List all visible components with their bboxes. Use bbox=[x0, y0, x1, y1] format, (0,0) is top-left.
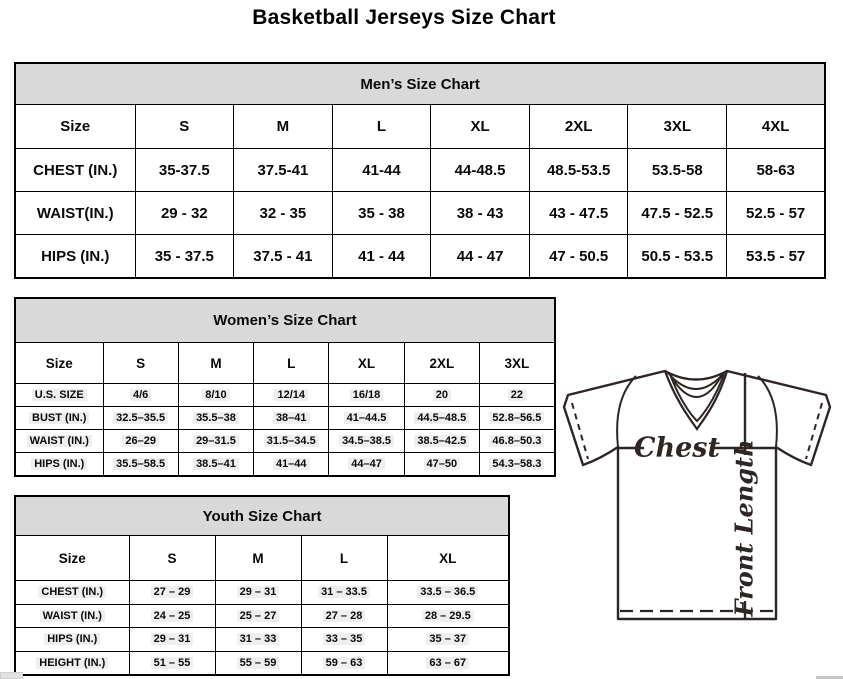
mens_chart-row-label: HIPS (IN.) bbox=[15, 235, 135, 279]
womens_chart-column-header: S bbox=[103, 343, 178, 384]
mens_chart-column-header: XL bbox=[431, 105, 530, 149]
youth_chart-cell bbox=[215, 581, 301, 605]
jersey-measurement-diagram bbox=[558, 357, 840, 625]
mens_chart-column-header: 2XL bbox=[529, 105, 628, 149]
mens_chart-cell: 50.5 - 53.5 bbox=[628, 235, 727, 279]
youth_chart-cell-text: 59 – 63 bbox=[323, 657, 366, 669]
womens_chart-cell bbox=[329, 453, 404, 477]
mens_chart-cell: 58-63 bbox=[727, 149, 826, 192]
womens_chart-cell-text: 41–44 bbox=[273, 458, 310, 470]
youth_chart-row-label-text: HIPS (IN.) bbox=[44, 633, 100, 645]
youth_chart-cell bbox=[215, 628, 301, 652]
womens_chart-cell-text: 31.5–34.5 bbox=[264, 435, 319, 447]
womens_chart-row-label bbox=[15, 407, 103, 430]
womens_chart-title: Women’s Size Chart bbox=[15, 298, 555, 343]
youth_chart-cell-text: 27 – 29 bbox=[151, 586, 194, 598]
mens_chart-cell: 41-44 bbox=[332, 149, 431, 192]
youth_chart-row bbox=[15, 628, 509, 652]
womens_chart-row-label-text: WAIST (IN.) bbox=[27, 435, 92, 447]
youth_chart-title-row bbox=[15, 496, 509, 536]
youth_chart-row bbox=[15, 581, 509, 605]
youth_chart-cell bbox=[387, 628, 509, 652]
womens_chart-cell bbox=[103, 453, 178, 477]
womens_chart-column-header: L bbox=[254, 343, 329, 384]
mens_chart-cell: 47.5 - 52.5 bbox=[628, 192, 727, 235]
youth_chart-row-label-text: CHEST (IN.) bbox=[38, 586, 106, 598]
womens_chart-row-label bbox=[15, 384, 103, 407]
youth_chart-column-header: S bbox=[129, 536, 215, 581]
womens_chart-cell-text: 34.5–38.5 bbox=[339, 435, 394, 447]
womens_chart-cell bbox=[178, 453, 253, 477]
womens_chart-row bbox=[15, 430, 555, 453]
womens_chart-row-label bbox=[15, 453, 103, 477]
mens_chart-row bbox=[15, 192, 825, 235]
mens_chart-cell: 48.5-53.5 bbox=[529, 149, 628, 192]
womens_chart-cell bbox=[479, 384, 554, 407]
womens_chart-cell-text: 4/6 bbox=[130, 389, 151, 401]
womens_chart-cell-text: 22 bbox=[508, 389, 526, 401]
mens_chart-row-label: CHEST (IN.) bbox=[15, 149, 135, 192]
youth_chart-row-label-text: HEIGHT (IN.) bbox=[36, 657, 108, 669]
womens_chart-row-label-text: HIPS (IN.) bbox=[31, 458, 87, 470]
youth_chart-cell-text: 33.5 – 36.5 bbox=[417, 586, 478, 598]
womens_chart-cell-text: 29–31.5 bbox=[193, 435, 239, 447]
youth_chart-cell-text: 55 – 59 bbox=[237, 657, 280, 669]
womens_chart-cell bbox=[254, 384, 329, 407]
womens_chart-cell-text: 52.8–56.5 bbox=[489, 412, 544, 424]
mens_chart-column-header: S bbox=[135, 105, 234, 149]
youth_chart-cell bbox=[301, 581, 387, 605]
womens_chart-cell-text: 47–50 bbox=[424, 458, 461, 470]
womens_chart-column-header: 2XL bbox=[404, 343, 479, 384]
womens_chart-cell-text: 35.5–58.5 bbox=[113, 458, 168, 470]
mens_chart-column-header: 3XL bbox=[628, 105, 727, 149]
youth_chart-cell bbox=[215, 651, 301, 675]
youth_chart-row-label bbox=[15, 628, 129, 652]
youth_chart-row bbox=[15, 604, 509, 628]
womens_chart-cell bbox=[254, 407, 329, 430]
womens_chart-cell bbox=[254, 430, 329, 453]
womens_chart-row bbox=[15, 453, 555, 477]
mens_chart-cell: 44-48.5 bbox=[431, 149, 530, 192]
youth_chart-cell bbox=[301, 604, 387, 628]
womens_chart-cell bbox=[178, 430, 253, 453]
womens_chart-column-header: 3XL bbox=[479, 343, 554, 384]
jersey-outline bbox=[564, 371, 830, 619]
womens_chart-cell-text: 54.3–58.3 bbox=[489, 458, 544, 470]
mens_chart-cell: 43 - 47.5 bbox=[529, 192, 628, 235]
youth_chart-row bbox=[15, 651, 509, 675]
youth_chart-cell-text: 35 – 37 bbox=[426, 633, 469, 645]
mens_chart-cell: 53.5 - 57 bbox=[727, 235, 826, 279]
youth_chart-cell bbox=[301, 651, 387, 675]
youth_chart-column-header: M bbox=[215, 536, 301, 581]
youth_chart-row-label bbox=[15, 604, 129, 628]
womens_chart-row bbox=[15, 407, 555, 430]
youth-size-chart-table bbox=[14, 495, 510, 676]
womens_chart-cell bbox=[404, 407, 479, 430]
front-length-label: Front Length bbox=[729, 439, 759, 617]
womens_chart-cell bbox=[479, 407, 554, 430]
womens_chart-column-header: M bbox=[178, 343, 253, 384]
mens-size-chart-table bbox=[14, 62, 826, 279]
womens_chart-cell-text: 41–44.5 bbox=[344, 412, 390, 424]
womens_chart-cell bbox=[178, 384, 253, 407]
youth_chart-cell bbox=[387, 581, 509, 605]
womens_chart-title-row bbox=[15, 298, 555, 343]
youth_chart-cell-text: 33 – 35 bbox=[323, 633, 366, 645]
youth_chart-cell-text: 27 – 28 bbox=[323, 610, 366, 622]
youth_chart-row-label bbox=[15, 651, 129, 675]
womens_chart-row-label-text: U.S. SIZE bbox=[32, 389, 87, 401]
womens_chart-cell bbox=[404, 384, 479, 407]
youth_chart-title: Youth Size Chart bbox=[15, 496, 509, 536]
mens_chart-header-row bbox=[15, 105, 825, 149]
womens_chart-row-label-text: BUST (IN.) bbox=[29, 412, 89, 424]
mens_chart-row bbox=[15, 149, 825, 192]
mens_chart-cell: 29 - 32 bbox=[135, 192, 234, 235]
womens_chart-row bbox=[15, 384, 555, 407]
youth_chart-column-header: L bbox=[301, 536, 387, 581]
youth_chart-cell bbox=[129, 604, 215, 628]
mens_chart-cell: 44 - 47 bbox=[431, 235, 530, 279]
womens_chart-cell-text: 38.5–42.5 bbox=[414, 435, 469, 447]
mens_chart-cell: 37.5 - 41 bbox=[234, 235, 333, 279]
womens_chart-cell bbox=[178, 407, 253, 430]
youth_chart-header-row bbox=[15, 536, 509, 581]
womens_chart-cell-text: 44–47 bbox=[348, 458, 385, 470]
womens_chart-cell-text: 8/10 bbox=[202, 389, 229, 401]
mens_chart-column-header: L bbox=[332, 105, 431, 149]
youth_chart-row-label-text: WAIST (IN.) bbox=[40, 610, 105, 622]
womens_chart-cell-text: 44.5–48.5 bbox=[414, 412, 469, 424]
mens_chart-cell: 35 - 38 bbox=[332, 192, 431, 235]
womens_chart-cell bbox=[329, 430, 404, 453]
womens_chart-column-header: XL bbox=[329, 343, 404, 384]
youth_chart-cell-text: 24 – 25 bbox=[151, 610, 194, 622]
youth_chart-cell-text: 25 – 27 bbox=[237, 610, 280, 622]
womens_chart-cell-text: 12/14 bbox=[274, 389, 308, 401]
youth_chart-cell bbox=[129, 581, 215, 605]
mens_chart-cell: 41 - 44 bbox=[332, 235, 431, 279]
womens_chart-cell-text: 38–41 bbox=[273, 412, 310, 424]
youth_chart-cell bbox=[301, 628, 387, 652]
womens_chart-cell bbox=[404, 430, 479, 453]
youth_chart-cell-text: 51 – 55 bbox=[151, 657, 194, 669]
mens_chart-cell: 53.5-58 bbox=[628, 149, 727, 192]
womens_chart-cell bbox=[404, 453, 479, 477]
womens_chart-cell bbox=[479, 430, 554, 453]
youth_chart-cell-text: 63 – 67 bbox=[426, 657, 469, 669]
womens_chart-row-label bbox=[15, 430, 103, 453]
mens_chart-column-header: 4XL bbox=[727, 105, 826, 149]
mens_chart-cell: 35 - 37.5 bbox=[135, 235, 234, 279]
womens_chart-header-row bbox=[15, 343, 555, 384]
womens_chart-cell-text: 46.8–50.3 bbox=[489, 435, 544, 447]
youth_chart-cell-text: 29 – 31 bbox=[237, 586, 280, 598]
youth_chart-cell bbox=[387, 604, 509, 628]
youth_chart-cell-text: 31 – 33 bbox=[237, 633, 280, 645]
youth_chart-column-header: Size bbox=[15, 536, 129, 581]
mens_chart-cell: 52.5 - 57 bbox=[727, 192, 826, 235]
womens_chart-cell bbox=[329, 384, 404, 407]
womens_chart-cell-text: 35.5–38 bbox=[193, 412, 239, 424]
womens_chart-cell bbox=[254, 453, 329, 477]
youth_chart-column-header: XL bbox=[387, 536, 509, 581]
womens_chart-column-header: Size bbox=[15, 343, 103, 384]
mens_chart-cell: 38 - 43 bbox=[431, 192, 530, 235]
womens_chart-cell-text: 16/18 bbox=[350, 389, 384, 401]
youth_chart-cell bbox=[129, 628, 215, 652]
mens_chart-cell: 32 - 35 bbox=[234, 192, 333, 235]
mens_chart-title-row bbox=[15, 63, 825, 105]
womens_chart-cell-text: 38.5–41 bbox=[193, 458, 239, 470]
mens_chart-title: Men’s Size Chart bbox=[15, 63, 825, 105]
womens_chart-cell-text: 32.5–35.5 bbox=[113, 412, 168, 424]
youth_chart-cell bbox=[129, 651, 215, 675]
mens_chart-cell: 47 - 50.5 bbox=[529, 235, 628, 279]
page-title: Basketball Jerseys Size Chart bbox=[252, 6, 556, 29]
mens_chart-cell: 35-37.5 bbox=[135, 149, 234, 192]
womens_chart-cell bbox=[103, 407, 178, 430]
womens_chart-cell-text: 26–29 bbox=[122, 435, 159, 447]
womens_chart-cell bbox=[103, 384, 178, 407]
mens_chart-row-label: WAIST(IN.) bbox=[15, 192, 135, 235]
youth_chart-cell-text: 28 – 29.5 bbox=[422, 610, 474, 622]
mens_chart-cell: 37.5-41 bbox=[234, 149, 333, 192]
chest-label: Chest bbox=[634, 432, 720, 464]
horizontal-scrollbar-left-button[interactable] bbox=[0, 672, 23, 679]
womens_chart-cell-text: 20 bbox=[433, 389, 451, 401]
womens_chart-cell bbox=[103, 430, 178, 453]
mens_chart-column-header: M bbox=[234, 105, 333, 149]
youth_chart-cell-text: 29 – 31 bbox=[151, 633, 194, 645]
youth_chart-cell bbox=[215, 604, 301, 628]
womens_chart-cell bbox=[329, 407, 404, 430]
womens_chart-cell bbox=[479, 453, 554, 477]
mens_chart-row bbox=[15, 235, 825, 279]
youth_chart-row-label bbox=[15, 581, 129, 605]
youth_chart-cell bbox=[387, 651, 509, 675]
youth_chart-cell-text: 31 – 33.5 bbox=[318, 586, 370, 598]
mens_chart-column-header: Size bbox=[15, 105, 135, 149]
womens-size-chart-table bbox=[14, 297, 556, 477]
